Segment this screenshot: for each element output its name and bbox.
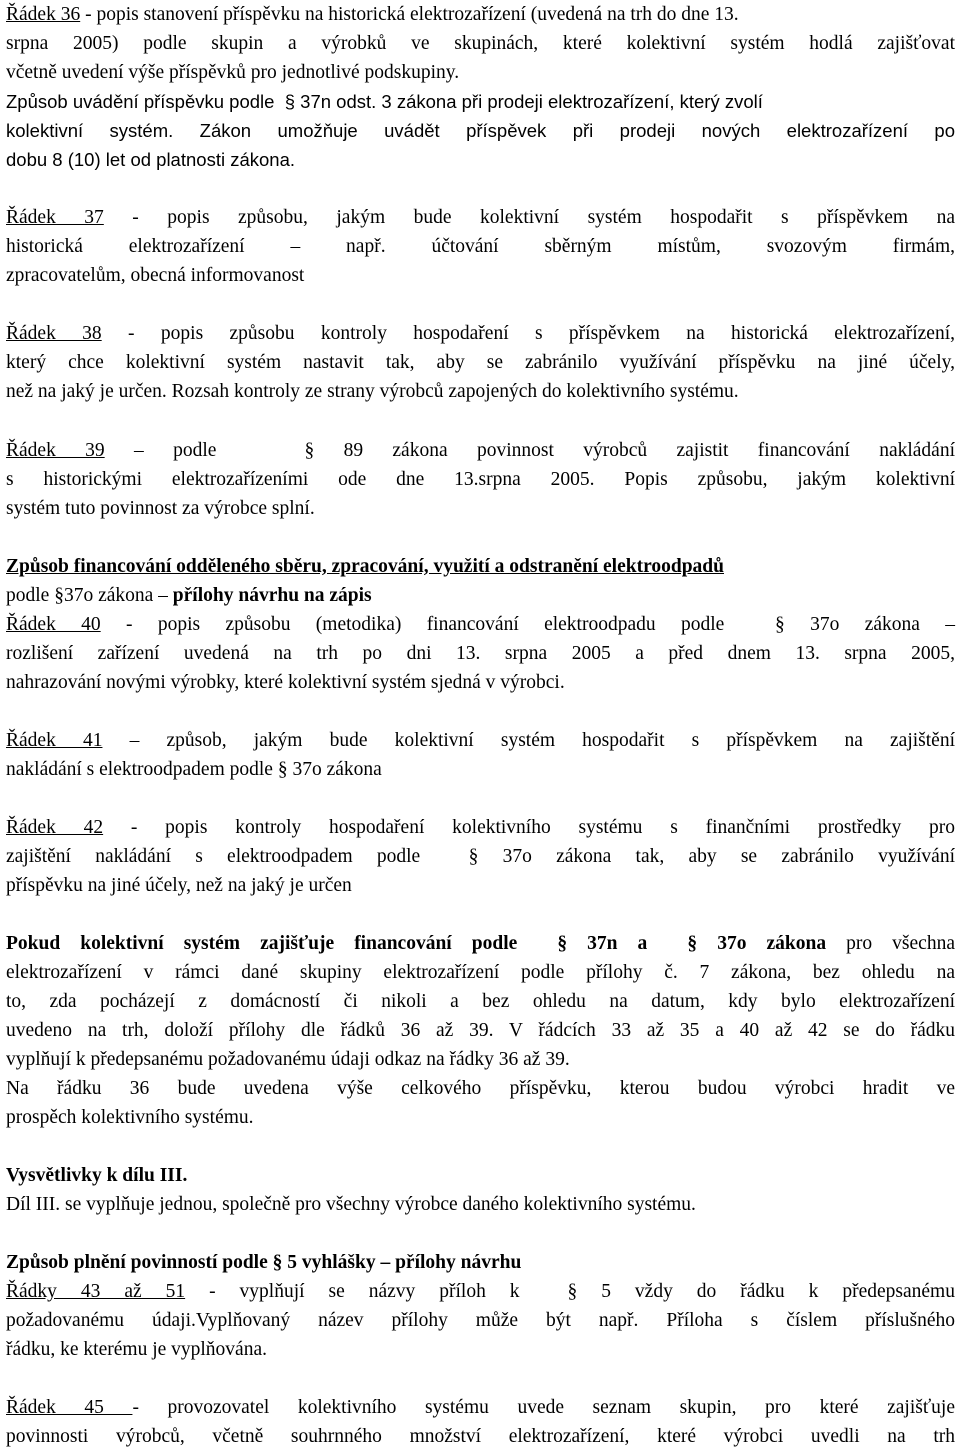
r36-line-4: Způsob uvádění příspěvku podle § 37n odst. 3 zákona při prodeji elektrozařízení, který zvolí [6, 91, 763, 112]
r36-line-1: Řádek 36 - popis stanovení příspěvku na historická elektrozařízení (uvedená na trh do dne 13. [6, 4, 739, 25]
plneni-heading: Způsob plnění povinností podle § 5 vyhlášky – přílohy návrhu [6, 1252, 522, 1273]
r40-line-1: Řádek 40 - popis způsobu (metodika) financování elektroodpadu podle § 37o zákona – [6, 614, 956, 635]
pokud-line-1: Pokud kolektivní systém zajišťuje financování podle § 37n a § 37o zákona pro všechna [6, 933, 955, 954]
r39-line-3: systém tuto povinnost za výrobce splní. [6, 498, 315, 519]
r36-label: Řádek 36 [6, 4, 81, 25]
r37-line-1: Řádek 37 - popis způsobu, jakým bude kolektivní systém hospodařit s příspěvkem na [6, 207, 955, 228]
r36-line-5: kolektivní systém. Zákon umožňuje uvádět příspěvek při prodeji nových elektrozařízení po [6, 120, 955, 141]
vysvetlivky-line-1: Díl III. se vyplňuje jednou, společně pro všechny výrobce daného kolektivního systému. [6, 1194, 696, 1215]
financing-line-2: podle §37o zákona – přílohy návrhu na zápis [6, 585, 372, 606]
r40-line-2: rozlišení zařízení uvedená na trh po dni 13. srpna 2005 a před dnem 13. srpna 2005, [6, 643, 955, 664]
r39-line-2: s historickými elektrozařízeními ode dne 13.srpna 2005. Popis způsobu, jakým kolektivní [6, 469, 955, 490]
r40-line-3: nahrazování novými výrobky, které kolektivní systém sjedná v výrobci. [6, 672, 565, 693]
pokud-line-3: to, zda pocházejí z domácností či nikoli a bez ohledu na datum, kdy bylo elektrozařízení [6, 991, 955, 1012]
pokud-line-4: uvedeno na trh, doloží přílohy dle řádků 36 až 39. V řádcích 33 až 35 a 40 až 42 se do řádku [6, 1020, 955, 1041]
plneni-line-1: Řádky 43 až 51 - vyplňují se názvy příloh k § 5 vždy do řádku k předepsanému [6, 1281, 955, 1302]
financing-heading: Způsob financování odděleného sběru, zpracování, využití a odstranění elektroodpadů [6, 556, 724, 577]
r39-label: Řádek 39 [6, 440, 105, 461]
r36-line-2: srpna 2005) podle skupin a výrobků ve skupinách, které kolektivní systém hodlá zajišťovat [6, 33, 955, 54]
r36-line-6: dobu 8 (10) let od platnosti zákona. [6, 149, 295, 170]
r38-label: Řádek 38 [6, 323, 102, 344]
plneni-line-3: řádku, ke kterému je vyplňována. [6, 1339, 267, 1360]
r42-line-2: zajištění nakládání s elektroodpadem podle § 37o zákona tak, aby se zabránilo využívání [6, 846, 955, 867]
plneni-line-2: požadovanému údaji.Vyplňovaný název přílohy může být např. Příloha s číslem příslušného [6, 1310, 955, 1331]
r40-label: Řádek 40 [6, 614, 101, 635]
r45-label: Řádek 45 [6, 1397, 133, 1418]
r38-line-3: než na jaký je určen. Rozsah kontroly ze strany výrobců zapojených do kolektivního systému. [6, 381, 739, 402]
r41-label: Řádek 41 [6, 730, 103, 751]
vysvetlivky-heading: Vysvětlivky k dílu III. [6, 1165, 188, 1186]
pokud-line-6: Na řádku 36 bude uvedena výše celkového příspěvku, kterou budou výrobci hradit ve [6, 1078, 955, 1099]
pokud-line-7: prospěch kolektivního systému. [6, 1107, 254, 1128]
r38-line-2: který chce kolektivní systém nastavit tak, aby se zabránilo využívání příspěvku na jiné účely, [6, 352, 955, 373]
r42-line-3: příspěvku na jiné účely, než na jaký je určen [6, 875, 352, 896]
r42-label: Řádek 42 [6, 817, 104, 838]
r43-51-label: Řádky 43 až 51 [6, 1281, 186, 1302]
r45-line-2: povinnosti výrobců, včetně souhrnného množství elektrozařízení, které výrobci uvedli na trh [6, 1426, 955, 1447]
pokud-line-5: vyplňují k předepsanému požadovanému údaji odkaz na řádky 36 až 39. [6, 1049, 570, 1070]
r37-label: Řádek 37 [6, 207, 104, 228]
r36-line-3: včetně uvedení výše příspěvků pro jednotlivé podskupiny. [6, 62, 460, 83]
r37-line-3: zpracovatelům, obecná informovanost [6, 265, 305, 286]
r45-line-1: Řádek 45 - provozovatel kolektivního systému uvede seznam skupin, pro které zajišťuje [6, 1397, 955, 1418]
r39-line-1: Řádek 39 – podle § 89 zákona povinnost výrobců zajistit financování nakládání [6, 440, 955, 461]
r37-line-2: historická elektrozařízení – např. účtování sběrným místům, svozovým firmám, [6, 236, 955, 257]
r41-line-1: Řádek 41 – způsob, jakým bude kolektivní systém hospodařit s příspěvkem na zajištění [6, 730, 955, 751]
r41-line-2: nakládání s elektroodpadem podle § 37o zákona [6, 759, 382, 780]
r42-line-1: Řádek 42 - popis kontroly hospodaření kolektivního systému s finančními prostředky pro [6, 817, 955, 838]
section-sign: § [284, 91, 296, 112]
r38-line-1: Řádek 38 - popis způsobu kontroly hospodaření s příspěvkem na historická elektrozařízení, [6, 323, 955, 344]
pokud-line-2: elektrozařízení v rámci dané skupiny elektrozařízení podle přílohy č. 7 zákona, bez ohledu na [6, 962, 955, 983]
